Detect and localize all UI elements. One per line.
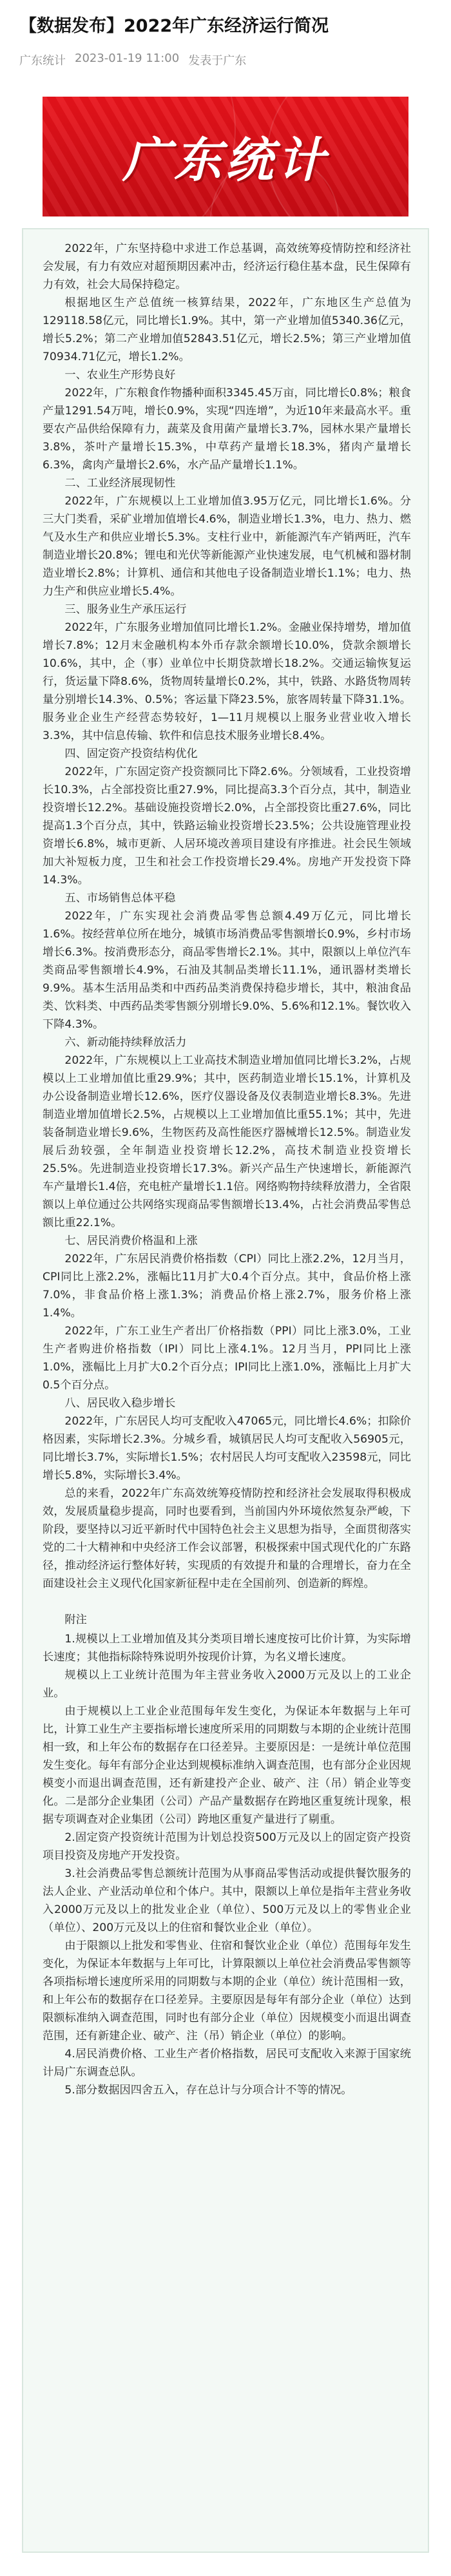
paragraph-retail: 2022年，广东实现社会消费品零售总额4.49万亿元，同比增长1.6%。按经营单位所在地分，城镇市场消费品零售额增长0.9%，乡村市场增长6.3%。按消费形态分，商品零售增长2.1%。其中，限额以上单位汽车类商品零售额增长4.9%，石油及其制品类增长11.1%，通讯器材类增长9.9%。基本生活用品类和中西药品类消费保持稳步增长，其中，粮油食品类、饮料类、中西药品类零售额分别增长9.0%、5.6%和12.1%。餐饮收入下降4.3%。: [43, 910, 411, 1031]
article-meta: [19, 52, 432, 68]
paragraph-services: 2022年，广东服务业增加值同比增长1.2%。金融业保持增势，增加值增长7.8%；12月末金融机构本外币存款余额增长10.0%，贷款余额增长10.6%，其中，企（事）业单位中长期贷款增长18.2%。交通运输恢复运行，货运量下降8.6%，货物周转量增长0.2%，其中，铁路、水路货物周转量分别增长14.3%、0.5%；客运量下降23.5%，旅客周转量下降31.1%。服务业企业生产经营态势较好，1—11月规模以上服务业营业收入增长3.3%，其中信息传输、软件和信息技术服务业增长8.4%。: [43, 621, 411, 742]
appendix-note: 3.社会消费品零售总额统计范围为从事商品零售活动或提供餐饮服务的法人企业、产业活动单位和个体户。其中，限额以上单位是指年主营业务收入2000万元及以上的批发业企业（单位）、500万元及以上的零售业企业（单位）、200万元及以上的住宿和餐饮业企业（单位）。: [43, 1867, 411, 1934]
report-text: [43, 240, 411, 1593]
article-title: 【数据发布】2022年广东经济运行简况: [19, 16, 329, 36]
section-heading-prices: 七、居民消费价格温和上涨: [64, 1235, 198, 1247]
paragraph-gdp: 根据地区生产总值统一核算结果，2022年，广东地区生产总值为129118.58亿元，同比增长1.9%。其中，第一产业增加值5340.36亿元，增长5.2%；第二产业增加值52843.51亿元，增长2.5%；第三产业增加值70934.71亿元，增长1.2%。: [43, 296, 411, 363]
section-heading-income: 八、居民收入稳步增长: [64, 1397, 176, 1410]
appendix-note: 规模以上工业统计范围为年主营业务收入2000万元及以上的工业企业。: [43, 1669, 411, 1700]
account-name-link[interactable]: 广东统计: [19, 54, 66, 68]
paragraph-industry: 2022年，广东规模以上工业增加值3.95万亿元，同比增长1.6%。分三大门类看，采矿业增加值增长4.6%，制造业增长1.3%，电力、热力、燃气及水生产和供应业增长5.3%。支柱行业中，新能源汽车产销两旺，汽车制造业增长20.8%；锂电和光伏等新能源产业快速发展，电气机械和器材制造业增长2.8%；计算机、通信和其他电子设备制造业增长1.1%；电力、热力生产和供应业增长5.4%。: [43, 495, 411, 598]
banner-logo-text: 广东统计: [122, 133, 329, 188]
appendix-note: 2.固定资产投资统计范围为计划总投资500万元及以上的固定资产投资项目投资及房地产开发投资。: [43, 1831, 411, 1862]
section-heading-retail: 五、市场销售总体平稳: [64, 892, 176, 905]
appendix-title: 附注: [64, 1613, 87, 1626]
appendix-note: 5.部分数据因四舍五入，存在总计与分项合计不等的情况。: [64, 2084, 352, 2097]
appendix-note: 1.规模以上工业增加值及其分类项目增长速度按可比价计算，为实际增长速度；其他指标除特殊说明外按现价计算，为名义增长速度。: [43, 1633, 411, 1664]
appendix-note: 4.居民消费价格、工业生产者价格指数，居民可支配收入来源于国家统计局广东调查总队。: [43, 2048, 411, 2079]
banner-image: [43, 97, 408, 216]
paragraph-conclusion: 总的来看，2022年广东高效统筹疫情防控和经济社会发展取得积极成效，发展质量稳步提高，同时也要看到，当前国内外环境依然复杂严峻，下阶段，要坚持以习近平新时代中国特色社会主义思想为指导，全面贯彻落实党的二十大精神和中央经济工作会议部署，积极探索中国式现代化的广东路径，推动经济运行整体好转，实现质的有效提升和量的合理增长，奋力在全面建设社会主义现代化国家新征程中走在全国前列、创造新的辉煌。: [43, 1487, 411, 1590]
section-heading-industry: 二、工业经济展现韧性: [64, 477, 176, 490]
paragraph-cpi: 2022年，广东居民消费价格指数（CPI）同比上涨2.2%，12月当月，CPI同比上涨2.2%，涨幅比11月扩大0.4个百分点。其中，食品价格上涨7.0%，非食品价格上涨1.3%；消费品价格上涨2.7%，服务价格上涨1.4%。: [43, 1253, 411, 1320]
article-header: [0, 0, 451, 68]
paragraph-income: 2022年，广东居民人均可支配收入47065元，同比增长4.6%；扣除价格因素，实际增长2.3%。分城乡看，城镇居民人均可支配收入56905元，同比增长3.7%，实际增长1.5%；农村居民人均可支配收入23598元，同比增长5.8%，实际增长3.4%。: [43, 1415, 411, 1482]
paragraph-new-momentum: 2022年，广东规模以上工业高技术制造业增加值同比增长3.2%，占规模以上工业增加值比重29.9%；其中，医药制造业增长15.1%，计算机及办公设备制造业增长12.6%，医疗仪器设备及仪表制造业增长8.3%。先进制造业增加值增长2.5%，占规模以上工业增加值比重55.1%；其中，先进装备制造业增长9.6%，生物医药及高性能医疗器械增长12.5%。制造业发展后劲较强，全年制造业投资增长12.2%，高技术制造业投资增长25.5%。先进制造业投资增长17.3%。新兴产品生产快速增长，新能源汽车产量增长1.4倍，充电桩产量增长1.1倍。网络购物持续释放潜力，全省限额以上单位通过公共网络实现商品零售额增长13.4%，占社会消费品零售总额比重22.1%。: [43, 1054, 411, 1229]
paragraph-intro: 2022年，广东坚持稳中求进工作总基调，高效统筹疫情防控和经济社会发展，有力有效应对超预期因素冲击，经济运行稳住基本盘，民生保障有力有效，社会大局保持稳定。: [43, 242, 411, 291]
appendix-notes: [43, 1611, 411, 2099]
section-heading-services: 三、服务业生产承压运行: [64, 603, 187, 616]
appendix-note: 由于限额以上批发和零售业、住宿和餐饮业企业（单位）范围每年发生变化，为保证本年数据与上年可比，计算限额以上单位社会消费品零售额等各项指标增长速度所采用的同期数与本期的企业（单位）统计范围相一致，和上年公布的数据存在口径差异。主要原因是每年有部分企业（单位）达到限额标准纳入调查范围，同时也有部分企业（单位）因规模变小而退出调查范围，还有新建企业、破产、注（吊）销企业（单位）的影响。: [43, 1939, 411, 2043]
publish-datetime: 2023-01-19 11:00: [75, 52, 180, 65]
section-heading-new-momentum: 六、新动能持续释放活力: [64, 1036, 187, 1049]
section-heading-agriculture: 一、农业生产形势良好: [64, 369, 176, 381]
article-body: [22, 228, 429, 2553]
paragraph-investment: 2022年，广东固定资产投资额同比下降2.6%。分领域看，工业投资增长10.3%，占全部投资比重27.9%，同比提高3.3个百分点，其中，制造业投资增长12.2%。基础设施投资增长2.0%，占全部投资比重27.6%，同比提高1.3个百分点，其中，铁路运输业投资增长23.5%；公共设施管理业投资增长6.8%，城市更新、人居环境改善项目建设有序推进。社会民生领域加大补短板力度，卫生和社会工作投资增长29.4%。房地产开发投资下降14.3%。: [43, 765, 411, 887]
publish-location: 发表于广东: [188, 54, 247, 68]
paragraph-agriculture: 2022年，广东粮食作物播种面积3345.45万亩，同比增长0.8%；粮食产量1291.54万吨，增长0.9%，实现“四连增”，为近10年来最高水平。重要农产品供给保障有力，蔬菜及食用菌产量增长3.7%，园林水果产量增长3.8%，茶叶产量增长15.3%，中草药产量增长18.3%，猪肉产量增长6.3%，禽肉产量增长2.6%，水产品产量增长1.1%。: [43, 387, 411, 472]
appendix-note: 由于规模以上工业企业范围每年发生变化，为保证本年数据与上年可比，计算工业生产主要指标增长速度所采用的同期数与本期的企业统计范围相一致，和上年公布的数据存在口径差异。主要原因是：一是统计单位范围发生变化。每年有部分企业达到规模标准纳入调查范围，也有部分企业因规模变小而退出调查范围，还有新建投产企业、破产、注（吊）销企业等变化。二是部分企业集团（公司）产品产量数据存在跨地区重复统计现象，根据专项调查对企业集团（公司）跨地区重复产量进行了剔重。: [43, 1705, 411, 1826]
section-heading-investment: 四、固定资产投资结构优化: [64, 747, 198, 760]
paragraph-ppi: 2022年，广东工业生产者出厂价格指数（PPI）同比上涨3.0%，工业生产者购进价格指数（IPI）同比上涨4.1%。12月当月，PPI同比上涨1.0%，涨幅比上月扩大0.2个百分点；IPI同比上涨1.0%，涨幅比上月扩大0.5个百分点。: [43, 1325, 411, 1392]
